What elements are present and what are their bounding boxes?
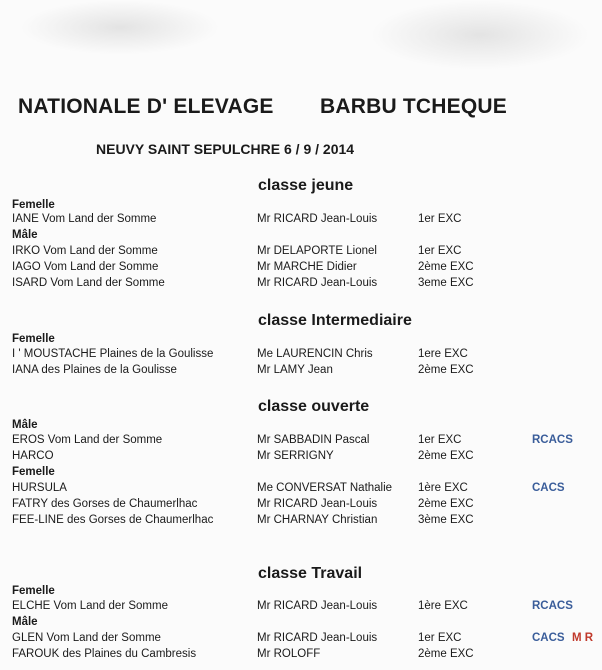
table-row: [0, 498, 602, 513]
group-label: Mâle: [12, 419, 38, 431]
award-badge: CACS: [532, 482, 565, 494]
grade: 2ème EXC: [418, 648, 474, 660]
dog-name: IANE Vom Land der Somme: [12, 213, 157, 225]
grade: 1er EXC: [418, 213, 462, 225]
group-label: Mâle: [12, 229, 38, 241]
section-heading: classe ouverte: [258, 398, 370, 415]
grade: 3ème EXC: [418, 514, 474, 526]
judge-name: Mr RICARD Jean-Louis: [257, 600, 378, 612]
grade: 3eme EXC: [418, 277, 474, 289]
judge-name: Mr RICARD Jean-Louis: [257, 213, 378, 225]
table-row: [0, 514, 602, 529]
table-row: [0, 213, 602, 228]
dog-name: FATRY des Gorses de Chaumerlhac: [12, 498, 198, 510]
judge-name: Mr ROLOFF: [257, 648, 321, 660]
section-heading: classe jeune: [258, 177, 354, 194]
grade: 1er EXC: [418, 245, 462, 257]
award-badge: RCACS: [532, 600, 573, 612]
award-badge: CACS: [532, 632, 565, 644]
table-row: [0, 632, 602, 647]
location-date: NEUVY SAINT SEPULCHRE 6 / 9 / 2014: [96, 141, 355, 157]
grade: 2ème EXC: [418, 364, 474, 376]
judge-name: Mr RICARD Jean-Louis: [257, 277, 378, 289]
dog-name: ELCHE Vom Land der Somme: [12, 600, 168, 612]
grade: 1er EXC: [418, 434, 462, 446]
judge-name: Mr SERRIGNY: [257, 450, 334, 462]
table-row: [0, 450, 602, 465]
grade: 2ème EXC: [418, 498, 474, 510]
grade: 2ème EXC: [418, 261, 474, 273]
dog-name: FAROUK des Plaines du Cambresis: [12, 648, 197, 660]
grade: 1er EXC: [418, 632, 462, 644]
judge-name: Mr MARCHE Didier: [257, 261, 357, 273]
award-extra-badge: M R: [572, 632, 594, 644]
group-label: Femelle: [12, 585, 55, 597]
judge-name: Mr RICARD Jean-Louis: [257, 632, 378, 644]
section-heading: classe Travail: [258, 565, 363, 582]
scan-smudge-right: [370, 0, 590, 70]
judge-name: Me LAURENCIN Chris: [257, 348, 373, 360]
dog-name: EROS Vom Land der Somme: [12, 434, 163, 446]
grade: 1ère EXC: [418, 600, 468, 612]
table-row: [0, 434, 602, 449]
judge-name: Mr RICARD Jean-Louis: [257, 498, 378, 510]
document-title-left: NATIONALE D' ELEVAGE: [18, 95, 274, 118]
judge-name: Mr LAMY Jean: [257, 364, 333, 376]
group-label: Mâle: [12, 616, 38, 628]
dog-name: FEE-LINE des Gorses de Chaumerlhac: [12, 514, 214, 526]
group-label: Femelle: [12, 466, 55, 478]
group-label: Femelle: [12, 199, 55, 211]
grade: 1ère EXC: [418, 482, 468, 494]
dog-name: IAGO Vom Land der Somme: [12, 261, 159, 273]
table-row: [0, 277, 602, 292]
table-row: [0, 648, 602, 663]
scan-smudge-left: [20, 0, 220, 55]
table-row: [0, 348, 602, 363]
grade: 1ere EXC: [418, 348, 468, 360]
document-title-right: BARBU TCHEQUE: [320, 95, 507, 118]
section-heading: classe Intermediaire: [258, 312, 412, 329]
dog-name: GLEN Vom Land der Somme: [12, 632, 161, 644]
group-label: Femelle: [12, 333, 55, 345]
table-row: [0, 261, 602, 276]
grade: 2ème EXC: [418, 450, 474, 462]
dog-name: HARCO: [12, 450, 54, 462]
dog-name: HURSULA: [12, 482, 67, 494]
table-row: [0, 245, 602, 260]
judge-name: Mr DELAPORTE Lionel: [257, 245, 377, 257]
dog-name: IANA des Plaines de la Goulisse: [12, 364, 177, 376]
award-badge: RCACS: [532, 434, 573, 446]
judge-name: Mr CHARNAY Christian: [257, 514, 378, 526]
dog-name: IRKO Vom Land der Somme: [12, 245, 158, 257]
table-row: [0, 600, 602, 615]
dog-name: I ' MOUSTACHE Plaines de la Goulisse: [12, 348, 214, 360]
judge-name: Me CONVERSAT Nathalie: [257, 482, 393, 494]
judge-name: Mr SABBADIN Pascal: [257, 434, 370, 446]
table-row: [0, 364, 602, 379]
table-row: [0, 482, 602, 497]
dog-name: ISARD Vom Land der Somme: [12, 277, 165, 289]
